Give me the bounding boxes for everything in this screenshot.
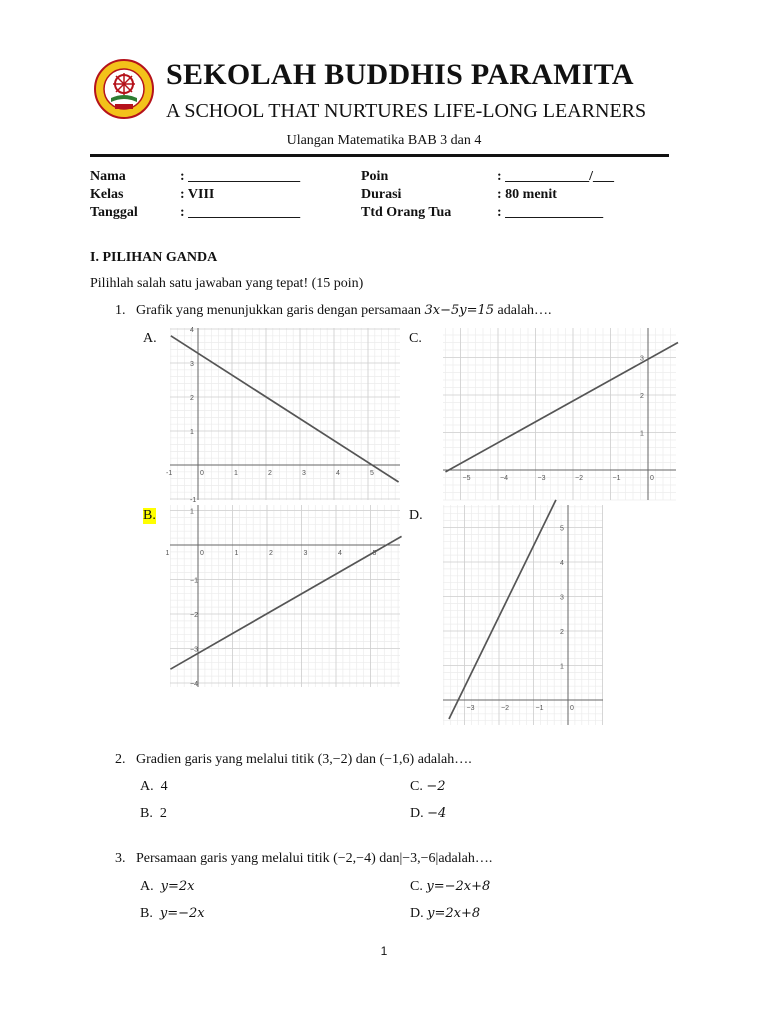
q2-b-value: 2	[159, 806, 167, 821]
q2-option-b[interactable]	[140, 806, 167, 822]
q3-b-label: B.	[140, 906, 153, 921]
q3-a-label: A.	[140, 879, 154, 894]
y-tick-label: 1	[190, 429, 194, 436]
ttd-label: Ttd Orang Tua	[361, 205, 452, 220]
q2-c-label: C.	[410, 779, 423, 794]
y-tick-label: 4	[560, 560, 564, 567]
x-tick-label: 1	[165, 550, 170, 557]
q3-option-a[interactable]	[140, 879, 194, 895]
x-tick-label: 4	[336, 470, 340, 477]
tanggal-field[interactable]: : ________________	[180, 205, 301, 220]
q3-option-d[interactable]	[410, 906, 480, 922]
graph-option-b	[165, 505, 400, 688]
q2-option-c[interactable]	[410, 779, 446, 795]
q2-b-label: B.	[140, 806, 153, 821]
x-tick-label: 4	[338, 550, 342, 557]
graph-option-a	[166, 327, 400, 504]
x-tick-label: 3	[302, 470, 306, 477]
y-tick-label: −2	[190, 612, 198, 619]
q2-d-label: D.	[410, 806, 424, 821]
y-tick-label: 5	[560, 525, 564, 533]
school-logo	[93, 58, 155, 120]
q1-option-b-highlighted[interactable]: B.	[143, 508, 156, 523]
school-name: SEKOLAH BUDDHIS PARAMITA	[166, 58, 634, 91]
x-tick-label: 0	[570, 705, 574, 712]
q3-c-value: y=−2x+8	[426, 879, 491, 894]
school-tagline: A SCHOOL THAT NURTURES LIFE-LONG LEARNERS	[166, 100, 647, 122]
nama-field[interactable]: : ________________	[180, 169, 301, 184]
x-tick-label: 1	[234, 470, 238, 477]
graph-option-c	[443, 328, 676, 500]
q2-d-value: −4	[427, 806, 447, 821]
y-tick-label: 3	[560, 594, 564, 602]
q2-option-a[interactable]	[140, 779, 168, 795]
section-instruction: Pilihlah salah satu jawaban yang tepat! (15 poin)	[90, 276, 364, 291]
kelas-label: Kelas	[90, 187, 124, 202]
durasi-label: Durasi	[361, 187, 402, 202]
y-tick-label: −3	[190, 646, 198, 654]
x-tick-label: -1	[166, 470, 173, 477]
poin-field[interactable]: : ____________/___	[497, 169, 615, 184]
y-tick-label: -1	[190, 497, 197, 504]
q3-d-value: y=2x+8	[427, 906, 481, 921]
y-tick-label: 1	[640, 430, 644, 438]
poin-label: Poin	[361, 169, 389, 184]
durasi-value: : 80 menit	[497, 187, 557, 202]
x-tick-label: 0	[200, 550, 204, 557]
x-tick-label: 5	[370, 470, 374, 477]
graph-option-d	[443, 505, 603, 725]
page-number: 1	[380, 944, 388, 958]
y-tick-label: 3	[640, 355, 644, 363]
y-tick-label: 2	[190, 395, 194, 402]
q1-option-a[interactable]: A.	[143, 331, 157, 346]
q1-equation: 3x−5y=15	[424, 303, 495, 318]
ttd-field[interactable]: : ______________	[497, 205, 604, 220]
y-tick-label: 4	[190, 327, 194, 334]
q2-text: Gradien garis yang melalui titik (3,−2) dan (−1,6) adalah….	[136, 752, 472, 767]
x-tick-label: −5	[462, 475, 471, 482]
q3-option-c[interactable]	[410, 879, 490, 895]
x-tick-label: −1	[535, 705, 544, 712]
q3-d-label: D.	[410, 906, 424, 921]
q1-number: 1.	[115, 303, 126, 318]
q1-option-d[interactable]: D.	[409, 508, 423, 523]
x-tick-label: 2	[269, 550, 273, 557]
x-tick-label: −3	[466, 705, 475, 712]
q3-c-label: C.	[410, 879, 423, 894]
x-tick-label: 5	[372, 550, 377, 557]
x-tick-label: 2	[268, 470, 272, 477]
q2-option-d[interactable]	[410, 806, 446, 822]
y-tick-label: −4	[190, 681, 198, 688]
q1-text	[136, 303, 552, 319]
q2-a-value: 4	[160, 779, 168, 794]
q1-text-after: adalah….	[494, 303, 552, 318]
q2-a-label: A.	[140, 779, 154, 794]
q1-text-before: Grafik yang menunjukkan garis dengan persamaan	[136, 303, 425, 318]
q2-number: 2.	[115, 752, 126, 767]
q1-option-c[interactable]: C.	[409, 331, 422, 346]
x-tick-label: −2	[501, 705, 509, 712]
q3-number: 3.	[115, 851, 126, 866]
q3-option-b[interactable]	[140, 906, 205, 922]
q3-text: Persamaan garis yang melalui titik (−2,−4) dan|−3,−6|adalah….	[136, 851, 493, 866]
y-tick-label: 1	[560, 663, 564, 671]
tanggal-label: Tanggal	[90, 205, 138, 220]
x-tick-label: 0	[200, 470, 204, 477]
y-tick-label: 2	[560, 629, 564, 636]
x-tick-label: 0	[650, 475, 654, 482]
x-tick-label: 1	[234, 550, 239, 557]
y-tick-label: 1	[190, 508, 194, 516]
y-tick-label: 3	[190, 361, 194, 368]
exam-title: Ulangan Matematika BAB 3 dan 4	[286, 133, 482, 148]
header-divider	[90, 154, 669, 157]
x-tick-label: −1	[612, 475, 621, 482]
y-tick-label: 2	[640, 393, 644, 400]
kelas-value: : VIII	[180, 187, 215, 202]
y-tick-label: −1	[190, 577, 198, 585]
q3-b-value: y=−2x	[159, 906, 205, 921]
x-tick-label: −2	[575, 475, 583, 482]
q2-c-value: −2	[426, 779, 446, 794]
q3-a-value: y=2x	[160, 879, 195, 894]
x-tick-label: −4	[500, 475, 508, 482]
x-tick-label: 3	[303, 550, 308, 557]
nama-label: Nama	[90, 169, 126, 184]
section-title: I. PILIHAN GANDA	[90, 250, 218, 265]
x-tick-label: −3	[537, 475, 546, 482]
graph-line	[446, 343, 679, 472]
